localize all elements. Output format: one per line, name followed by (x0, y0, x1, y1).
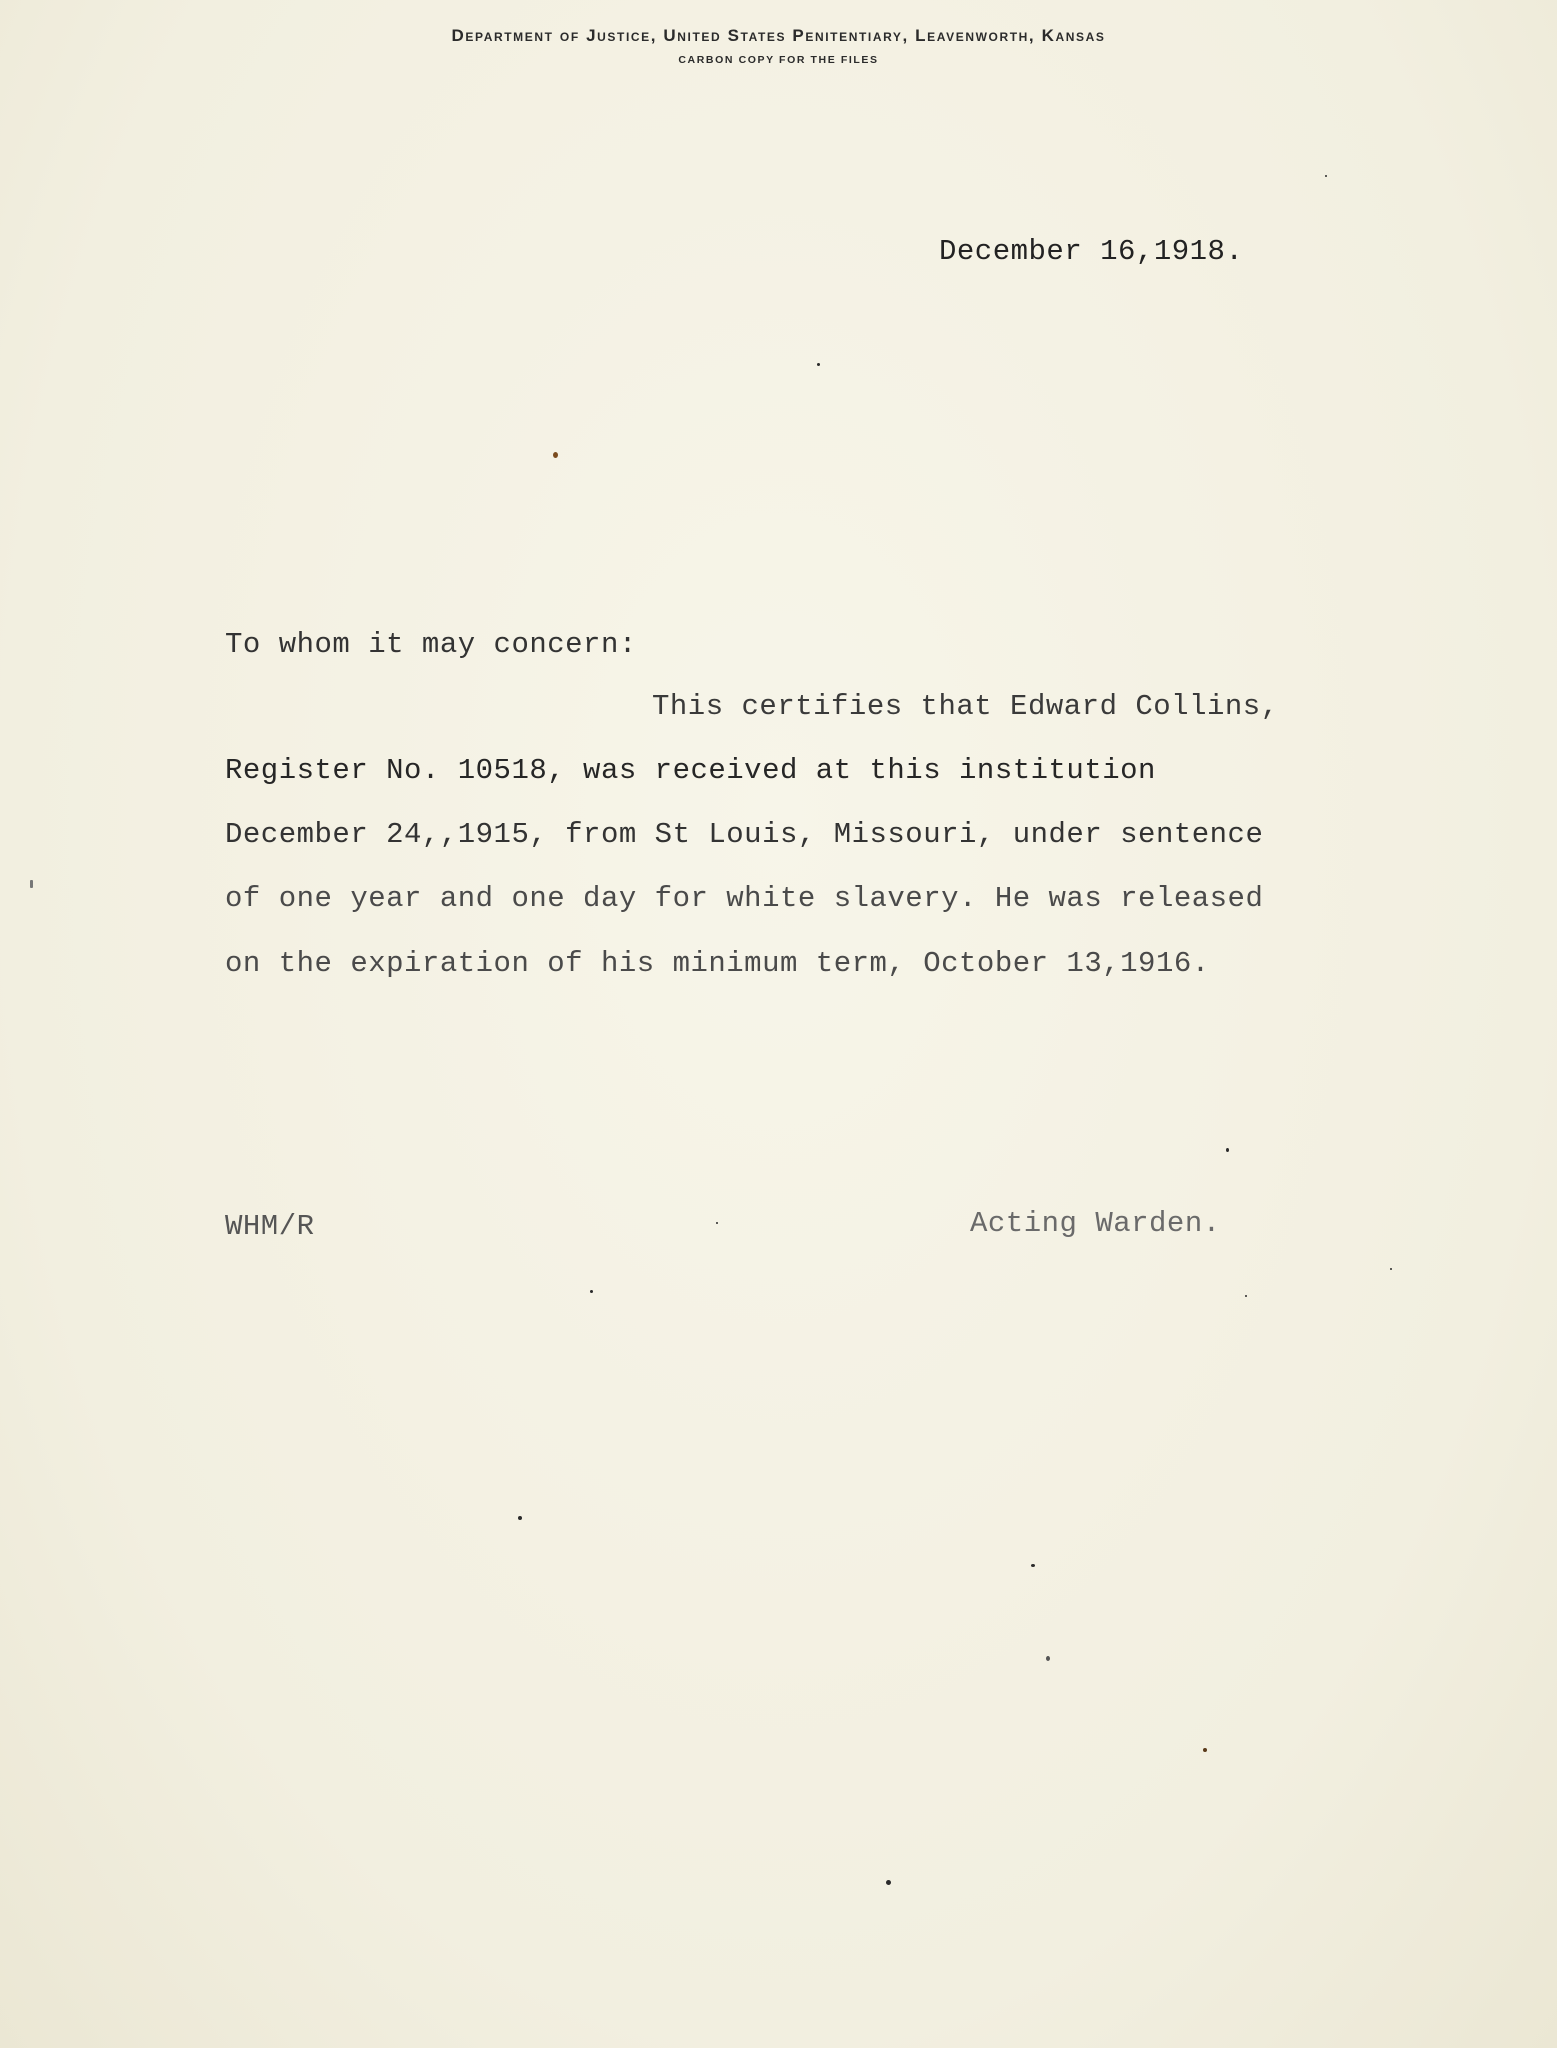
letter-date: December 16,1918. (939, 235, 1244, 268)
paper-speck (1203, 1748, 1207, 1752)
paper-speck (886, 1880, 891, 1885)
typist-initials: WHM/R (225, 1210, 315, 1243)
body-line: This certifies that Edward Collins, (652, 690, 1279, 723)
paper-speck (1245, 1295, 1247, 1297)
paper-speck (1046, 1656, 1050, 1661)
signature-title: Acting Warden. (970, 1207, 1221, 1240)
paper-speck (716, 1222, 718, 1224)
paper-speck (1390, 1268, 1392, 1270)
paper-speck (817, 363, 820, 366)
letterhead-subtitle: CARBON COPY FOR THE FILES (678, 54, 879, 66)
body-line: December 24,,1915, from St Louis, Missouri, under sentence (225, 818, 1264, 851)
paper-speck (1226, 1148, 1229, 1152)
paper-speck (1325, 175, 1327, 177)
paper-speck (590, 1290, 593, 1293)
letterhead-title: Department of Justice, United States Penitentiary, Leavenworth, Kansas (451, 26, 1106, 45)
body-line: Register No. 10518, was received at this institution (225, 754, 1156, 787)
paper-speck (553, 452, 558, 458)
body-line: on the expiration of his minimum term, October 13,1916. (225, 947, 1210, 980)
paper-speck (518, 1516, 522, 1520)
paper-speck (30, 880, 33, 888)
letterhead (0, 26, 1557, 66)
salutation: To whom it may concern: (225, 628, 637, 661)
body-line: of one year and one day for white slavery. He was released (225, 882, 1264, 915)
paper-speck (1031, 1564, 1035, 1567)
